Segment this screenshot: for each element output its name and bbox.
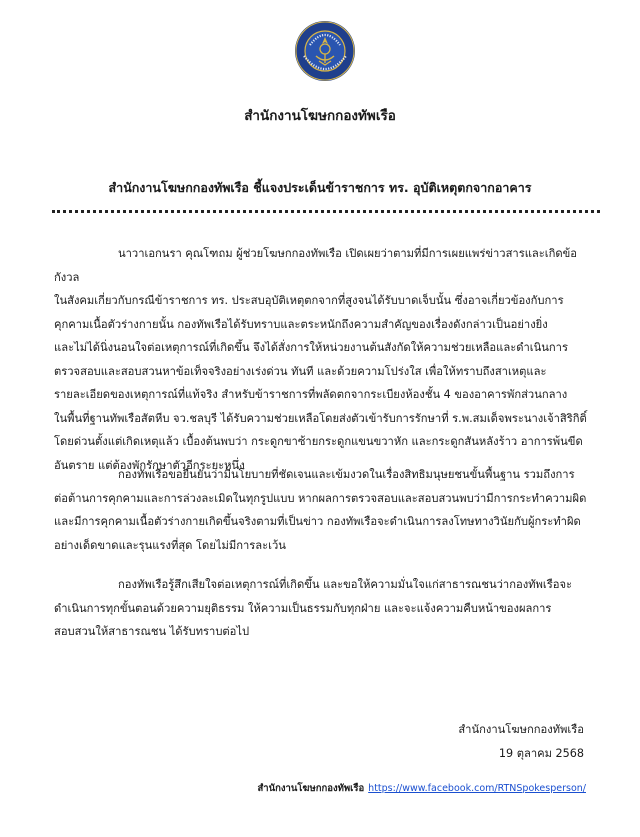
dotted-divider xyxy=(52,210,600,213)
signature-organization: สำนักงานโฆษกกองทัพเรือ xyxy=(458,723,584,736)
paragraph-1: นาวาเอกนรา คุณโฑถม ผู้ช่วยโฆษกกองทัพเรือ เปิดเผยว่าตามที่มีการเผยแพร่ข่าวสารและเกิดข้อกังวล ในสังคมเกี่ยวกับกรณีข้าราชการ ทร. ประสบอุบัติเหตุตกจากที่สูงจนได้รับบาดเจ็บนั้น ซึ่งอาจเกี่ยวข้องกับการ คุกคามเนื้อตัวร่างกายนั้น กองทัพเรือได้รับทราบและตระหนักถึงความสำคัญของเรื่องดังกล่าวเป็นอย่างยิ่ง และไม่ได้นิ่งนอนใจต่อเหตุการณ์ที่เกิดขึ้น จึงได้สั่งการให้หน่วยงานต้นสังกัดให้ความช่วยเหลือและดำเนินการ ตรวจสอบและสอบสวนหาข้อเท็จจริงอย่างเร่งด่วน ทันที และด้วยความโปร่งใส เพื่อให้ทราบถึงสาเหตุและ รายละเอียดของเหตุการณ์ที่แท้จริง สำหรับข้าราชการที่พลัดตกจากระเบียงห้องชั้น 4 ของอาคารพักส่วนกลาง ในพื้นที่ฐานทัพเรือสัตหีบ จว.ชลบุรี ได้รับความช่วยเหลือโดยส่งตัวเข้ารับการรักษาที่ ร.พ.สมเด็จพระนางเจ้าสิริกิติ์ โดยด่วนตั้งแต่เกิดเหตุแล้ว เบื้องต้นพบว่า กระดูกขาซ้ายกระดูกแขนขวาหัก และกระดูกสันหลังร้าว อาการพ้นขีด อันตราย แต่ต้องพักรักษาตัวอีกระยะหนึ่ง xyxy=(54,247,587,472)
footer-label: สำนักงานโฆษกกองทัพเรือ xyxy=(257,783,365,794)
signature-date: 19 ตุลาคม 2568 xyxy=(498,747,584,760)
paragraph-3: กองทัพเรือรู้สึกเสียใจต่อเหตุการณ์ที่เกิดขึ้น และขอให้ความมั่นใจแก่สาธารณชนว่ากองทัพเรือจะ ดำเนินการทุกขั้นตอนด้วยความยุติธรรม ให้ความเป็นธรรมกับทุกฝ่าย และจะแจ้งความคืบหน้าของผลการ สอบสวนให้สาธารณชน ได้รับทราบต่อไป xyxy=(54,578,573,638)
royal-thai-navy-spokesperson-logo xyxy=(294,20,356,82)
paragraph-2: กองทัพเรือขอยืนยันว่ามีนโยบายที่ชัดเจนและเข้มงวดในเรื่องสิทธิมนุษยชนขั้นพื้นฐาน รวมถึงการ ต่อต้านการคุกคามและการล่วงละเมิดในทุกรูปแบบ หากผลการตรวจสอบและสอบสวนพบว่ามีการกระทำความผิด และมีการคุกคามเนื้อตัวร่างกายเกิดขึ้นจริงตามที่เป็นข่าว กองทัพเรือจะดำเนินการลงโทษทางวินัยกับผู้กระทำผิด อย่างเด็ดขาดและรุนแรงที่สุด โดยไม่มีการละเว้น xyxy=(54,468,587,552)
organization-title: สำนักงานโฆษกกองทัพเรือ xyxy=(244,108,396,124)
facebook-link[interactable]: https://www.facebook.com/RTNSpokesperson/ xyxy=(368,783,586,794)
document-title: สำนักงานโฆษกกองทัพเรือ ชี้แจงประเด็นข้าราชการ ทร. อุบัติเหตุตกจากอาคาร xyxy=(108,180,532,195)
footer xyxy=(257,781,586,796)
